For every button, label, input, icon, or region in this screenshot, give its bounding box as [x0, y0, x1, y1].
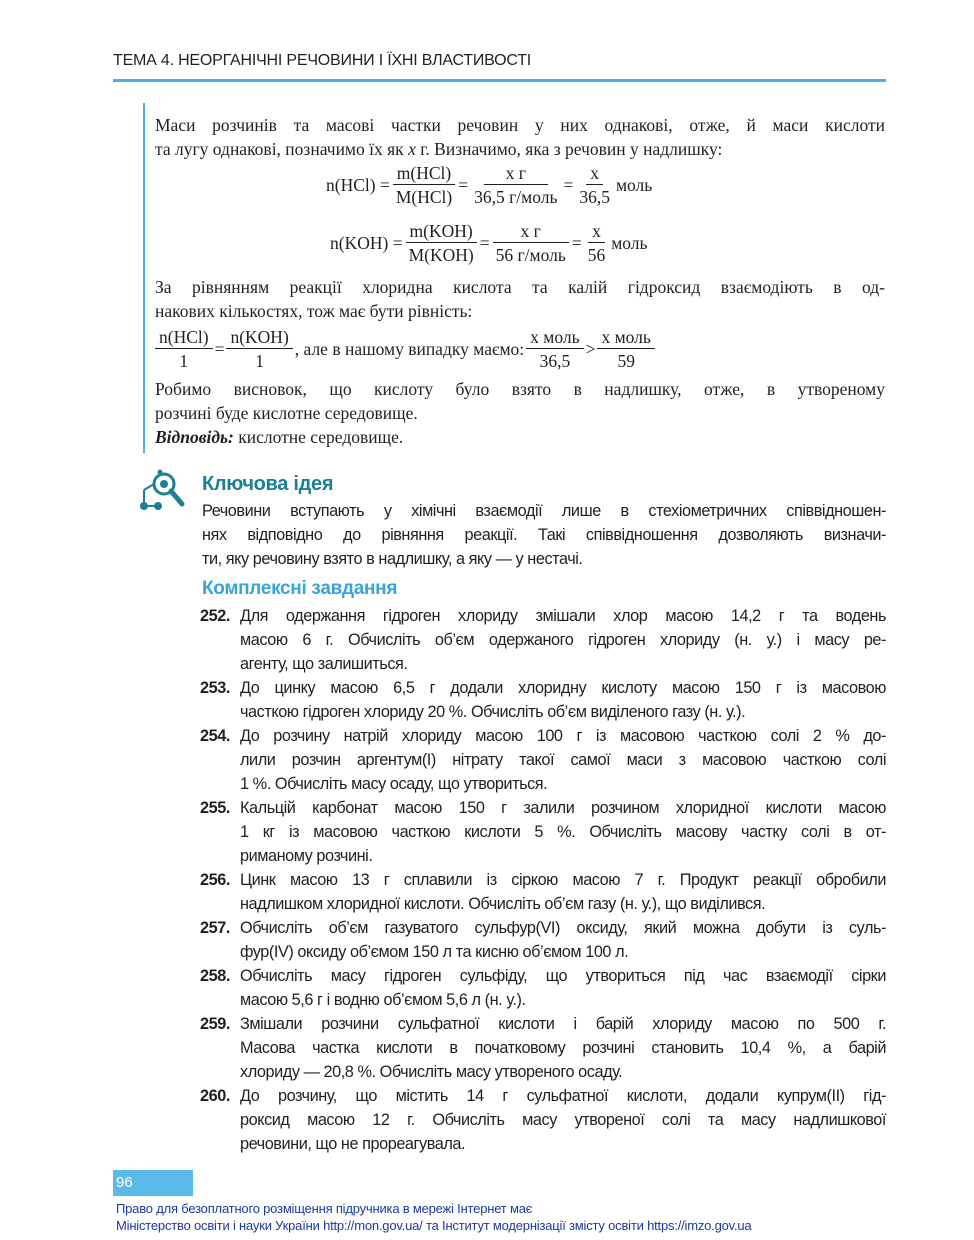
text-line: Масова частка кислоти в початковому розчині становить 10,4 %, а барій	[240, 1039, 886, 1057]
task-item	[200, 1084, 886, 1156]
task-number: 258.	[200, 967, 230, 985]
fraction	[492, 220, 570, 267]
example-border	[143, 103, 145, 453]
text-line: Кальцій карбонат масою 150 г залили розчином хлоридної кислоти масою	[240, 799, 886, 817]
fraction	[392, 162, 456, 209]
text-line: Змішали розчини сульфатної кислоти і барій хлориду масою по 500 г.	[240, 1015, 886, 1033]
denominator: 36,5	[579, 186, 610, 207]
task-item	[200, 724, 886, 796]
denominator: M(KOH)	[408, 244, 474, 265]
text-line: риманому розчині.	[240, 847, 373, 865]
task-item	[200, 1012, 886, 1084]
header-divider	[113, 79, 886, 82]
example-conclusion	[155, 377, 885, 449]
task-number: 253.	[200, 679, 230, 697]
denominator: 56 г/моль	[495, 244, 566, 265]
answer-line	[155, 425, 885, 449]
task-item	[200, 964, 886, 1012]
denominator: 36,5 г/моль	[474, 186, 558, 207]
task-number: 254.	[200, 727, 230, 745]
formula-equality: n(HCl) 1 = n(KOH) 1 , але в нашому випадку маємо: x моль 36,5 > x моль 59	[153, 324, 657, 374]
text-line: За рівнянням реакції хлоридна кислота та калій гідроксид взаємодіють в од-	[155, 277, 885, 297]
text-line: Обчисліть об’єм газуватого сульфур(VI) оксиду, який можна добути із суль-	[240, 919, 886, 937]
numerator: n(KOH)	[226, 326, 292, 349]
footer-line: Право для безоплатного розміщення підручника в мережі Інтернет має	[116, 1201, 533, 1216]
denominator: 1	[255, 350, 264, 371]
footer-notice	[116, 1200, 751, 1234]
text-line: Маси розчинів та масові частки речовин у них однакові, отже, й маси кислоти	[155, 115, 885, 135]
text-line: надлишком хлоридної кислоти. Обчисліть об’єм газу (н. у.), що виділився.	[240, 895, 766, 913]
numerator: m(HCl)	[393, 162, 455, 185]
page-number: 96	[113, 1170, 193, 1196]
denominator: 1	[179, 350, 189, 371]
key-idea-icon	[138, 468, 188, 514]
text-line: агенту, що залишиться.	[240, 655, 408, 673]
task-number: 257.	[200, 919, 230, 937]
fraction	[526, 326, 583, 373]
numerator: x	[586, 162, 603, 185]
task-number: 255.	[200, 799, 230, 817]
text-line: накових кількостях, тож має бути рівність:	[155, 301, 473, 321]
unit: моль	[611, 232, 648, 253]
text-line: Цинк масою 13 г сплавили із сіркою масою 7 г. Продукт реакції обробили	[240, 871, 886, 889]
text-line: Обчисліть масу гідроген сульфіду, що утвориться під час взаємодії сірки	[240, 967, 886, 985]
fraction	[584, 220, 610, 267]
text-line: Речовини вступають у хімічні взаємодії лише в стехіометричних співвідношен-	[202, 502, 886, 520]
footer-line: Міністерство освіти і науки України http://mon.gov.ua/ та Інститут модернізації змісту освіти https://imzo.gov.ua	[116, 1218, 752, 1233]
task-item	[200, 796, 886, 868]
numerator: n(HCl)	[155, 326, 213, 349]
fraction	[575, 162, 614, 209]
denominator: M(HCl)	[395, 186, 453, 207]
numerator: x г	[493, 220, 569, 243]
fraction	[226, 326, 292, 373]
task-number: 252.	[200, 607, 230, 625]
numerator: x	[588, 220, 605, 243]
denominator: 59	[617, 350, 635, 371]
text-line: фур(IV) оксиду об’ємом 150 л та кисню об’ємом 100 л.	[240, 943, 629, 961]
text-line: До розчину натрій хлориду масою 100 г із масовою часткою солі 2 % до-	[240, 727, 886, 745]
text-line: речовини, що не прореагувала.	[240, 1135, 466, 1153]
text-span: та лугу однакові, позначимо їх як	[155, 139, 404, 159]
fraction	[405, 220, 478, 267]
numerator: m(KOH)	[406, 220, 477, 243]
key-idea-title: Ключова ідея	[202, 473, 334, 495]
numerator: x моль	[597, 326, 654, 349]
formula-lhs: n(KOH) =	[330, 232, 403, 253]
text-line: Для одержання гідроген хлориду змішали хлор масою 14,2 г та водень	[240, 607, 886, 625]
text-line: масою 5,6 г і водню об’ємом 5,6 л (н. у.).	[240, 991, 526, 1009]
formula-n-hcl: n(HCl) = m(HCl) M(HCl) = x г 36,5 г/моль = $\frac{x}{36,5}$ моль	[326, 162, 653, 207]
text-line: часткою гідроген хлориду 20 %. Обчисліть об’єм виділеного газу (н. у.).	[240, 703, 746, 721]
denominator: 56	[587, 244, 606, 265]
variable-x: x	[408, 139, 416, 159]
answer-label: Відповідь:	[155, 427, 234, 447]
task-number: 256.	[200, 871, 230, 889]
answer-text: кислотне середовище.	[233, 427, 404, 447]
task-number: 260.	[200, 1087, 230, 1105]
denominator: 36,5	[539, 350, 571, 371]
text-line: нях відповідно до рівняння реакції. Такі співвідношення дозволяють визначи-	[202, 526, 886, 544]
key-idea-text	[202, 499, 886, 571]
formula-text: , але в нашому випадку маємо:	[294, 338, 525, 359]
formula-n-koh: n(KOH) = m(KOH) M(KOH) = x г 56 г/моль = $\frac{x}{56}$ моль	[330, 220, 648, 265]
text-line: розчині буде кислотне середовище.	[155, 403, 418, 423]
unit: моль	[615, 174, 653, 195]
numerator: x моль	[526, 326, 583, 349]
task-number: 259.	[200, 1015, 230, 1033]
text-line: ти, яку речовину взято в надлишку, а яку — у нестачі.	[202, 550, 583, 568]
task-item	[200, 676, 886, 724]
numerator: x г	[484, 162, 548, 185]
fraction	[597, 326, 654, 373]
fraction	[155, 326, 213, 373]
text-span: г. Визначимо, яка з речовин у надлишку:	[420, 139, 723, 159]
text-line: масою 6 г. Обчисліть об’єм одержаного гідроген хлориду (н. у.) і масу ре-	[240, 631, 886, 649]
text-line: лили розчин аргентум(I) нітрату такої самої маси з масовою часткою солі	[240, 751, 886, 769]
task-item	[200, 916, 886, 964]
text-line: До розчину, що містить 14 г сульфатної кислоти, додали купрум(II) гід-	[240, 1087, 886, 1105]
fraction	[470, 162, 561, 209]
formula-lhs: n(HCl) =	[326, 174, 390, 195]
page-header-title: ТЕМА 4. НЕОРГАНІЧНІ РЕЧОВИНИ І ЇХНІ ВЛАСТИВОСТІ	[113, 52, 532, 69]
text-line	[155, 137, 885, 161]
task-item	[200, 604, 886, 676]
tasks-title: Комплексні завдання	[202, 578, 398, 599]
task-item	[200, 868, 886, 916]
text-line: роксид масою 12 г. Обчисліть масу утвореної солі та масу надлишкової	[240, 1111, 886, 1129]
text-line: До цинку масою 6,5 г додали хлоридну кислоту масою 150 г із масовою	[240, 679, 886, 697]
text-line: хлориду — 20,8 %. Обчисліть масу утвореного осаду.	[240, 1063, 623, 1081]
example-mid	[155, 275, 885, 323]
text-line: 1 %. Обчисліть масу осаду, що утвориться.	[240, 775, 548, 793]
text-line: Робимо висновок, що кислоту було взято в надлишку, отже, в утвореному	[155, 379, 885, 399]
example-intro	[155, 113, 885, 161]
text-line: 1 кг із масовою часткою кислоти 5 %. Обчисліть масову частку солі в от-	[240, 823, 886, 841]
